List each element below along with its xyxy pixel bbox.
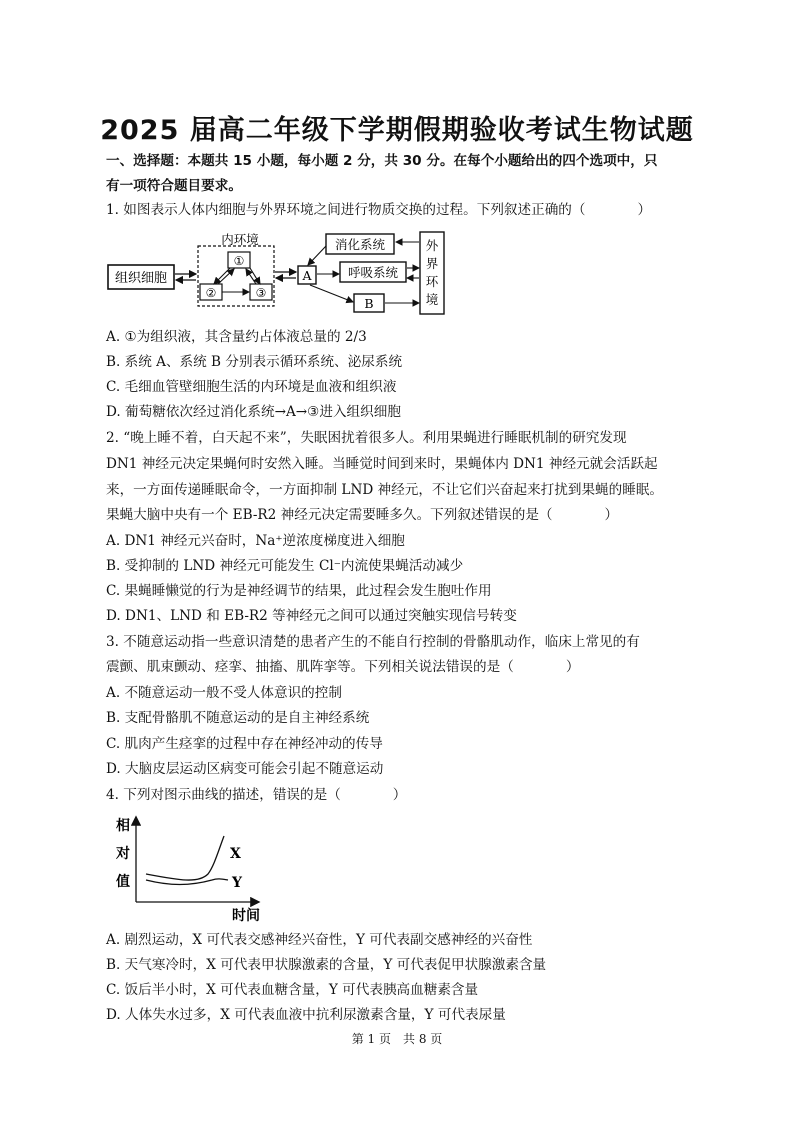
q1-stem-text: 1. 如图表示人体内细胞与外界环境之间进行物质交换的过程。下列叙述正确的（	[106, 202, 586, 218]
q2-line-4	[106, 506, 726, 524]
graph-ylabel-1: 相	[116, 818, 130, 834]
q3-line-2-text: 震颤、肌束颤动、痉挛、抽搐、肌阵挛等。下列相关说法错误的是（	[106, 659, 514, 675]
section-header-line-1: 一、选择题：本题共 15 小题，每小题 2 分，共 30 分。在每个小题给出的四个选项中，只	[106, 153, 658, 169]
q1-option-c: C. 毛细血管壁细胞生活的内环境是血液和组织液	[106, 379, 397, 395]
external-env-char-1: 外	[425, 238, 439, 253]
q4-option-d: D. 人体失水过多，X 可代表血液中抗利尿激素含量，Y 可代表尿量	[106, 1007, 506, 1023]
system-b-label: B	[364, 296, 374, 311]
q3-option-c: C. 肌肉产生痉挛的过程中存在神经冲动的传导	[106, 736, 383, 752]
q4-paren: ）	[392, 787, 407, 803]
q2-option-c: C. 果蝇睡懒觉的行为是神经调节的结果，此过程会发生胞吐作用	[106, 583, 492, 599]
q2-line-3: 来，一方面传递睡眠命令，一方面抑制 LND 神经元，不让它们兴奋起来打扰到果蝇的睡眠。	[106, 482, 664, 498]
q4-option-a: A. 剧烈运动，X 可代表交感神经兴奋性，Y 可代表副交感神经的兴奋性	[106, 932, 533, 948]
tissue-cells-label: 组织细胞	[114, 271, 168, 286]
digestive-system-label: 消化系统	[334, 237, 386, 252]
q3-option-b: B. 支配骨骼肌不随意运动的是自主神经系统	[106, 710, 370, 726]
graph-xlabel: 时间	[232, 908, 260, 924]
q2-option-d: D. DN1、LND 和 EB-R2 等神经元之间可以通过突触实现信号转变	[106, 608, 517, 624]
graph-ylabel-2: 对	[116, 846, 130, 862]
external-env-char-2: 界	[425, 256, 439, 271]
q2-option-b: B. 受抑制的 LND 神经元可能发生 Cl⁻内流使果蝇活动减少	[106, 558, 464, 574]
q2-line-4-text: 果蝇大脑中央有一个 EB-R2 神经元决定需要睡多久。下列叙述错误的是（	[106, 507, 553, 523]
q2-line-1: 2. “晚上睡不着，白天起不来”，失眠困扰着很多人。利用果蝇进行睡眠机制的研究发现	[106, 430, 627, 446]
q1-diagram	[100, 228, 460, 318]
q1-option-d: D. 葡萄糖依次经过消化系统→A→③进入组织细胞	[106, 404, 401, 420]
node-3: ③	[255, 286, 267, 300]
q4-graph	[108, 812, 278, 924]
q2-paren: ）	[604, 507, 619, 523]
system-a-label: A	[302, 268, 312, 283]
q1-stem	[106, 201, 726, 219]
q1-option-a: A. ①为组织液，其含量约占体液总量的 2/3	[106, 329, 367, 345]
internal-env-label: 内环境	[221, 232, 259, 247]
node-2: ②	[205, 286, 217, 300]
q2-option-a: A. DN1 神经元兴奋时，Na⁺逆浓度梯度进入细胞	[106, 533, 405, 549]
curve-x	[146, 836, 224, 880]
q3-line-2	[106, 658, 726, 676]
graph-ylabel-3: 值	[116, 874, 130, 890]
q3-option-d: D. 大脑皮层运动区病变可能会引起不随意运动	[106, 761, 384, 777]
q4-stem-text: 4. 下列对图示曲线的描述，错误的是（	[106, 787, 341, 803]
q3-paren: ）	[565, 659, 580, 675]
curve-y-label: Y	[232, 875, 242, 891]
q3-option-a: A. 不随意运动一般不受人体意识的控制	[106, 685, 342, 701]
exam-title: 2025 届高二年级下学期假期验收考试生物试题	[100, 115, 694, 146]
external-env-char-4: 境	[425, 292, 439, 307]
q4-stem	[106, 786, 726, 804]
q1-paren: ）	[637, 202, 652, 218]
page-footer: 第 1 页 共 8 页	[351, 1032, 443, 1046]
external-env-char-3: 环	[425, 274, 439, 289]
q2-line-2: DN1 神经元决定果蝇何时安然入睡。当睡觉时间到来时，果蝇体内 DN1 神经元就会活跃起	[106, 456, 658, 472]
section-header-line-2: 有一项符合题目要求。	[106, 178, 242, 194]
q4-option-c: C. 饭后半小时，X 可代表血糖含量，Y 可代表胰高血糖素含量	[106, 982, 479, 998]
q3-line-1: 3. 不随意运动指一些意识清楚的患者产生的不能自行控制的骨骼肌动作，临床上常见的有	[106, 634, 640, 650]
respiratory-system-label: 呼吸系统	[347, 265, 399, 280]
q4-option-b: B. 天气寒冷时，X 可代表甲状腺激素的含量，Y 可代表促甲状腺激素含量	[106, 957, 547, 973]
curve-x-label: X	[230, 846, 241, 862]
q1-option-b: B. 系统 A、系统 B 分别表示循环系统、泌尿系统	[106, 354, 403, 370]
node-1: ①	[233, 254, 245, 268]
